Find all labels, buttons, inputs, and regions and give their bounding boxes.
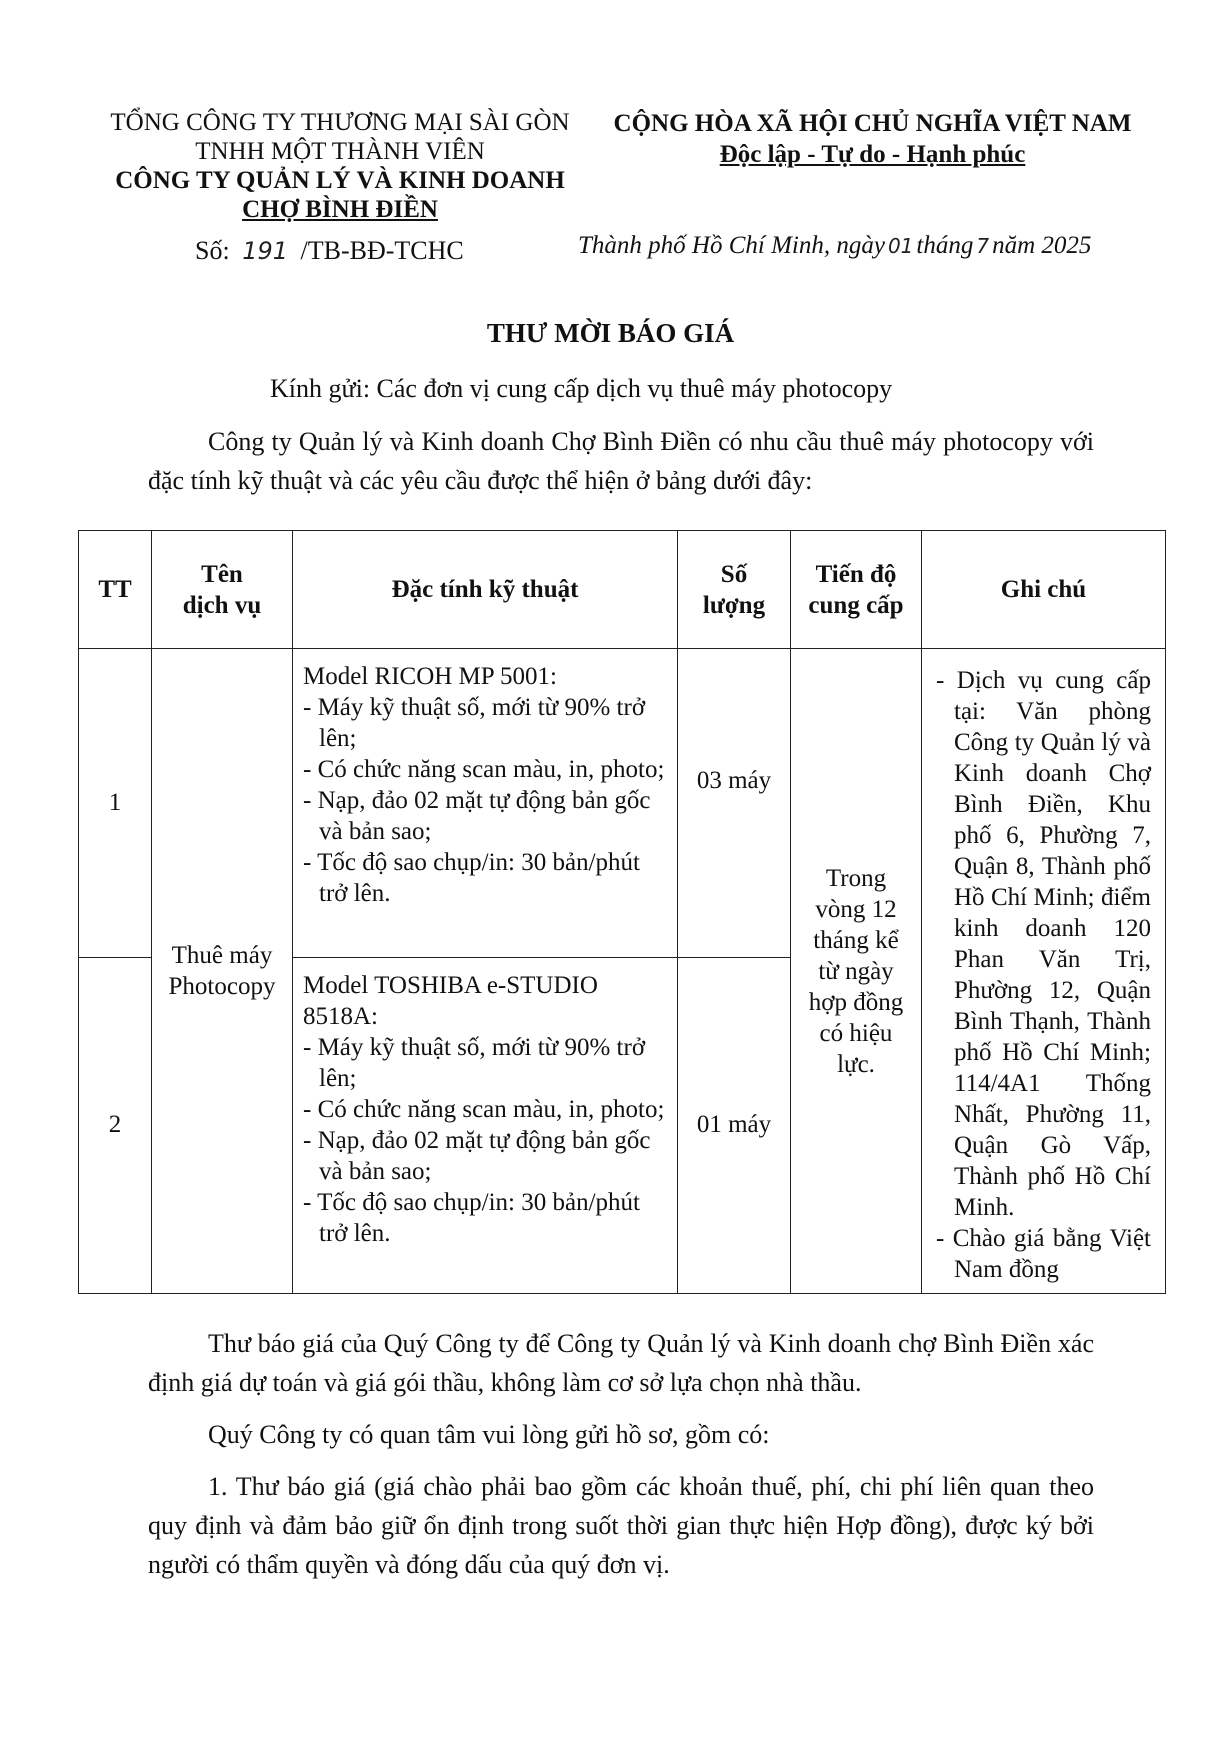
header-spec: Đặc tính kỹ thuật: [293, 531, 678, 649]
progress-line: lực.: [837, 1050, 875, 1078]
issuer-company-line1: CÔNG TY QUẢN LÝ VÀ KINH DOANH: [115, 167, 565, 194]
row1-spec-item: - Máy kỹ thuật số, mới từ 90% trở lên;: [303, 694, 646, 752]
progress-line: vòng 12: [815, 895, 897, 923]
purpose-paragraph: Thư báo giá của Quý Công ty để Công ty Quản lý và Kinh doanh chợ Bình Điền xác định giá dự toán và giá gói thầu, không làm cơ sở lựa chọn nhà thầu.: [148, 1329, 1094, 1397]
date-line: [578, 232, 1091, 260]
header-progress: [791, 531, 922, 649]
row1-tt: 1: [79, 649, 152, 958]
table-row: [79, 649, 1166, 958]
row2-spec-item: - Nạp, đảo 02 mặt tự động bản gốc và bản sao;: [303, 1126, 651, 1185]
row1-spec-item: - Tốc độ sao chụp/in: 30 bản/phút trở lên.: [303, 849, 640, 907]
header-tt: TT: [79, 531, 152, 649]
requirement-item-1: 1. Thư báo giá (giá chào phải bao gồm các khoản thuế, phí, chi phí liên quan theo quy định và đảm bảo giữ ổn định trong suốt thời gian thực hiện Hợp đồng), được ký bởi người có thẩm quyền và đóng dấu của quý đơn vị.: [148, 1472, 1094, 1579]
row1-spec-item: - Có chức năng scan màu, in, photo;: [303, 756, 665, 783]
header-service-name: [152, 531, 293, 649]
header-progress-l1: Tiến độ: [815, 560, 897, 588]
doc-number-prefix: Số:: [195, 236, 230, 265]
date-day-handwritten: 01: [887, 234, 914, 258]
date-year: năm 2025: [992, 232, 1092, 259]
date-month-handwritten: 7: [976, 234, 990, 258]
national-header: [605, 108, 1140, 170]
row2-quantity: 01 máy: [678, 957, 791, 1293]
intro-paragraph: Công ty Quản lý và Kinh doanh Chợ Bình Điền có nhu cầu thuê máy photocopy với đặc tính kỹ thuật và các yêu cầu được thể hiện ở bảng dưới đây:: [148, 427, 1094, 495]
row2-spec-item: - Máy kỹ thuật số, mới từ 90% trở lên;: [303, 1033, 646, 1092]
doc-number-handwritten: 191: [242, 237, 288, 265]
national-motto: Độc lập - Tự do - Hạnh phúc: [719, 141, 1026, 168]
progress-line: Trong: [825, 864, 887, 892]
progress-line: tháng kể: [813, 926, 899, 954]
progress-line: có hiệu: [819, 1019, 893, 1047]
row2-spec: [293, 957, 678, 1293]
header-service-name-l2: dịch vụ: [182, 591, 262, 619]
issuer-parent-line1: TỔNG CÔNG TY THƯƠNG MẠI SÀI GÒN: [110, 109, 570, 136]
nation-title: CỘNG HÒA XÃ HỘI CHỦ NGHĨA VIỆT NAM: [613, 110, 1132, 137]
submission-paragraph: Quý Công ty có quan tâm vui lòng gửi hồ sơ, gồm có:: [208, 1420, 770, 1449]
greeting: Kính gửi: Các đơn vị cung cấp dịch vụ thuê máy photocopy: [270, 374, 893, 403]
row2-tt: 2: [79, 957, 152, 1293]
service-name-l1: Thuê máy: [171, 942, 273, 969]
service-name-cell: [152, 649, 293, 1294]
progress-cell: [791, 649, 922, 1294]
progress-line: từ ngày: [818, 957, 894, 985]
row1-quantity: 03 máy: [678, 649, 791, 958]
table-header-row: [79, 531, 1166, 649]
header-progress-l2: cung cấp: [808, 591, 904, 619]
row1-spec-item: - Nạp, đảo 02 mặt tự động bản gốc và bản sao;: [303, 787, 651, 845]
document-number: [195, 236, 464, 266]
row2-model: Model TOSHIBA e-STUDIO 8518A:: [303, 971, 598, 1030]
note-cell: [922, 649, 1166, 1294]
note-item-location: - Dịch vụ cung cấp tại: Văn phòng Công ty Quản lý và Kinh doanh Chợ Bình Điền, Khu phố 6, Phường 7, Quận 8, Thành phố Hồ Chí Minh; điểm kinh doanh 120 Phan Văn Trị, Phường 12, Quận Bình Thạnh, Thành phố Hồ Chí Minh; 114/4A1 Thống Nhất, Phường 11, Quận Gò Vấp, Thành phố Hồ Chí Minh.: [936, 667, 1151, 1221]
issuer-block: [90, 108, 590, 224]
header-quantity-l2: lượng: [702, 591, 766, 619]
row1-spec: [293, 649, 678, 958]
progress-line: hợp đồng: [808, 988, 904, 1016]
service-name-l2: Photocopy: [168, 973, 276, 1000]
header-service-name-l1: Tên: [201, 560, 243, 588]
row2-spec-item: - Tốc độ sao chụp/in: 30 bản/phút trở lên.: [303, 1188, 640, 1247]
note-item-currency: - Chào giá bằng Việt Nam đồng: [936, 1225, 1151, 1283]
issuer-parent-line2: TNHH MỘT THÀNH VIÊN: [195, 138, 485, 165]
document-title: THƯ MỜI BÁO GIÁ: [486, 318, 735, 348]
row2-spec-item: - Có chức năng scan màu, in, photo;: [303, 1095, 665, 1123]
header-quantity: [678, 531, 791, 649]
date-month-label: tháng: [916, 232, 974, 259]
row1-model: Model RICOH MP 5001:: [303, 663, 557, 690]
header-quantity-l1: Số: [720, 560, 748, 588]
specification-table: [78, 530, 1166, 1294]
doc-number-suffix: /TB-BĐ-TCHC: [300, 236, 464, 265]
date-prefix: Thành phố Hồ Chí Minh, ngày: [578, 232, 885, 259]
issuer-company-line2: CHỢ BÌNH ĐIỀN: [242, 196, 438, 223]
header-note: Ghi chú: [922, 531, 1166, 649]
